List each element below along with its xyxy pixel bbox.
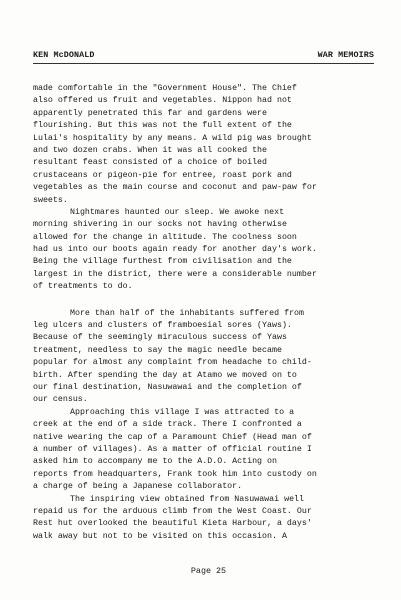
text-line: a charge of being a Japanese collaborator. (33, 482, 243, 492)
text-line: vegetables as the main course and coconut and paw-paw for (33, 183, 317, 193)
page-number: Page 25 (190, 566, 227, 576)
text-line: Because of the seemingly miraculous success of Yaws (33, 333, 287, 343)
text-line: of treatments to do. (33, 282, 133, 292)
text-line: also offered us fruit and vegetables. Nippon had not (33, 96, 292, 106)
text-line: flourishing. But this was not the full extent of the (33, 121, 292, 131)
text-line: largest in the district, there were a considerable number (33, 269, 317, 279)
paragraph-3 (33, 308, 385, 407)
text-line: our census. (33, 395, 88, 405)
paragraph-4 (33, 407, 385, 494)
text-line: apparently penetrated this far and gardens were (33, 108, 268, 118)
text-line: reports from headquarters, Frank took him into custody on (33, 469, 317, 479)
text-line: More than half of the inhabitants suffered from (70, 308, 305, 318)
paragraph-5 (33, 494, 385, 544)
text-line: leg ulcers and clusters of framboesial sores (Yaws). (33, 321, 292, 331)
text-line: repaid us for the arduous climb from the West Coast. Our (33, 506, 312, 516)
text-line: made comfortable in the "Government House". The Chief (33, 84, 297, 93)
text-line: native wearing the cap of a Paramount Chief (Head man of (33, 432, 312, 442)
paragraph-gap (33, 294, 385, 308)
text-line: Rest hut overlooked the beautiful Kieta Harbour, a days' (33, 519, 312, 529)
text-line: asked him to accompany me to the A.D.O. Acting on (33, 457, 277, 467)
text-line: creek at the end of a side track. There I confronted a (33, 420, 302, 430)
text-line: Approaching this village I was attracted to a (70, 407, 295, 417)
text-line: and two dozen crabs. When it was all cooked the (33, 145, 268, 155)
text-line: birth. After spending the day at Atamo we moved on to (33, 370, 297, 380)
text-line: Being the village furthest from civilisation and the (33, 257, 292, 267)
text-line: popular for almost any complaint from headache to child- (33, 358, 312, 368)
header-title: WAR MEMOIRS (317, 50, 374, 60)
text-line: treatment, needless to say the magic needle became (33, 345, 282, 355)
text-line: The inspiring view obtained from Nasuwawai well (70, 494, 305, 504)
paragraph-1 (33, 83, 385, 207)
text-line: crustaceans or pigeon-pie for entree, roast pork and (33, 170, 292, 180)
text-line: Nightmares haunted our sleep. We awoke next (70, 207, 285, 217)
header-author: KEN McDONALD (33, 50, 95, 60)
text-line: Lulai's hospitality by any means. A wild pig was brought (33, 133, 312, 143)
header-rule (33, 63, 374, 64)
text-line: sweets. (33, 195, 68, 205)
text-line: a number of villages). As a matter of official routine I (33, 444, 312, 454)
text-line: morning shivering in our socks not having otherwise (33, 220, 287, 230)
paragraph-2 (33, 207, 385, 294)
body-text (33, 83, 385, 543)
text-line: resultant feast consisted of a choice of boiled (33, 158, 268, 168)
page-footer (0, 566, 401, 576)
text-line: had us into our boots again ready for another day's work. (33, 245, 317, 255)
text-line: our final destination, Nasuwawai and the completion of (33, 382, 302, 392)
text-line: allowed for the change in altitude. The coolness soon (33, 232, 297, 242)
text-line: walk away but not to be visited on this occasion. A (33, 531, 287, 541)
